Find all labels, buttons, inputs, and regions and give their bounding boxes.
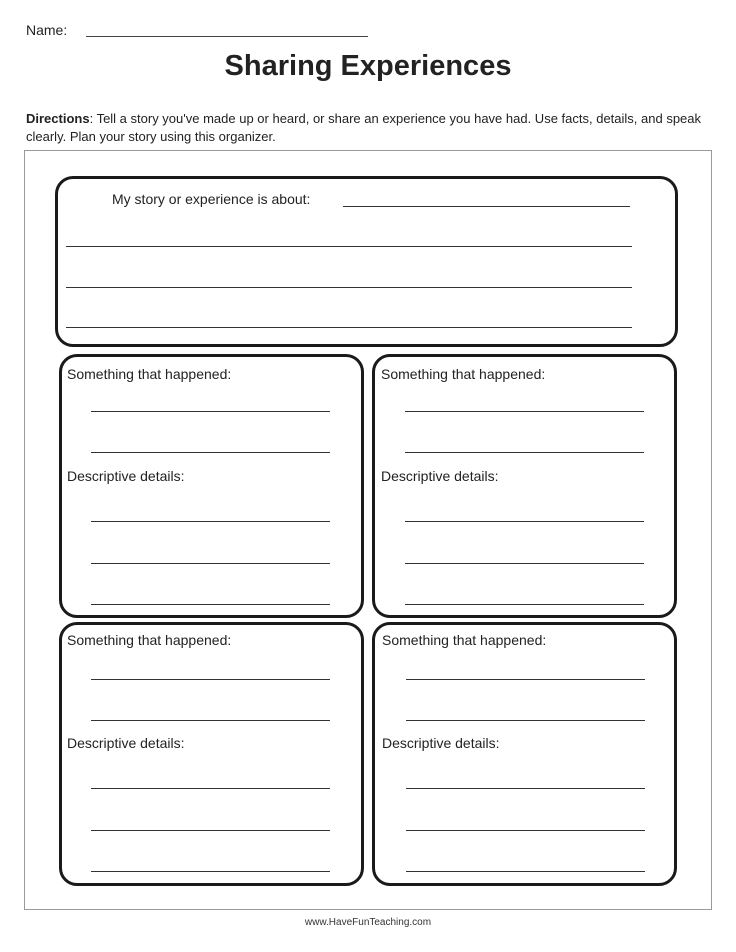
- answer-line[interactable]: [406, 871, 645, 872]
- something-happened-label: Something that happened:: [381, 366, 546, 382]
- directions: [26, 110, 716, 146]
- directions-text: : Tell a story you've made up or heard, or share an experience you have had. Use facts, details, and speak clearly. Plan your story using this organizer.: [26, 111, 702, 144]
- something-happened-label: Something that happened:: [382, 632, 547, 648]
- answer-line[interactable]: [405, 411, 644, 412]
- directions-label: Directions: [26, 111, 90, 126]
- something-happened-label: Something that happened:: [67, 632, 232, 648]
- answer-line[interactable]: [91, 521, 330, 522]
- name-line[interactable]: [86, 36, 368, 37]
- story-topic-line[interactable]: [343, 206, 630, 207]
- event-box-1: [59, 354, 364, 618]
- answer-line[interactable]: [406, 720, 645, 721]
- story-topic-label: My story or experience is about:: [112, 191, 311, 207]
- descriptive-details-label: Descriptive details:: [381, 468, 499, 484]
- answer-line[interactable]: [91, 788, 330, 789]
- answer-line[interactable]: [405, 452, 644, 453]
- answer-line[interactable]: [91, 871, 330, 872]
- event-box-4: [372, 622, 677, 886]
- answer-line[interactable]: [91, 679, 330, 680]
- answer-line[interactable]: [91, 720, 330, 721]
- story-line[interactable]: [66, 287, 632, 288]
- something-happened-label: Something that happened:: [67, 366, 232, 382]
- page-title: Sharing Experiences: [224, 50, 512, 82]
- descriptive-details-label: Descriptive details:: [382, 735, 500, 751]
- answer-line[interactable]: [91, 452, 330, 453]
- answer-line[interactable]: [405, 604, 644, 605]
- footer-website: www.HaveFunTeaching.com: [304, 917, 432, 928]
- name-label: Name:: [26, 22, 68, 38]
- answer-line[interactable]: [406, 788, 645, 789]
- answer-line[interactable]: [91, 604, 330, 605]
- answer-line[interactable]: [405, 563, 644, 564]
- story-line[interactable]: [66, 327, 632, 328]
- event-box-3: [59, 622, 364, 886]
- answer-line[interactable]: [91, 411, 330, 412]
- answer-line[interactable]: [91, 563, 330, 564]
- descriptive-details-label: Descriptive details:: [67, 735, 185, 751]
- descriptive-details-label: Descriptive details:: [67, 468, 185, 484]
- story-line[interactable]: [66, 246, 632, 247]
- answer-line[interactable]: [406, 679, 645, 680]
- answer-line[interactable]: [406, 830, 645, 831]
- event-box-2: [372, 354, 677, 618]
- answer-line[interactable]: [91, 830, 330, 831]
- answer-line[interactable]: [405, 521, 644, 522]
